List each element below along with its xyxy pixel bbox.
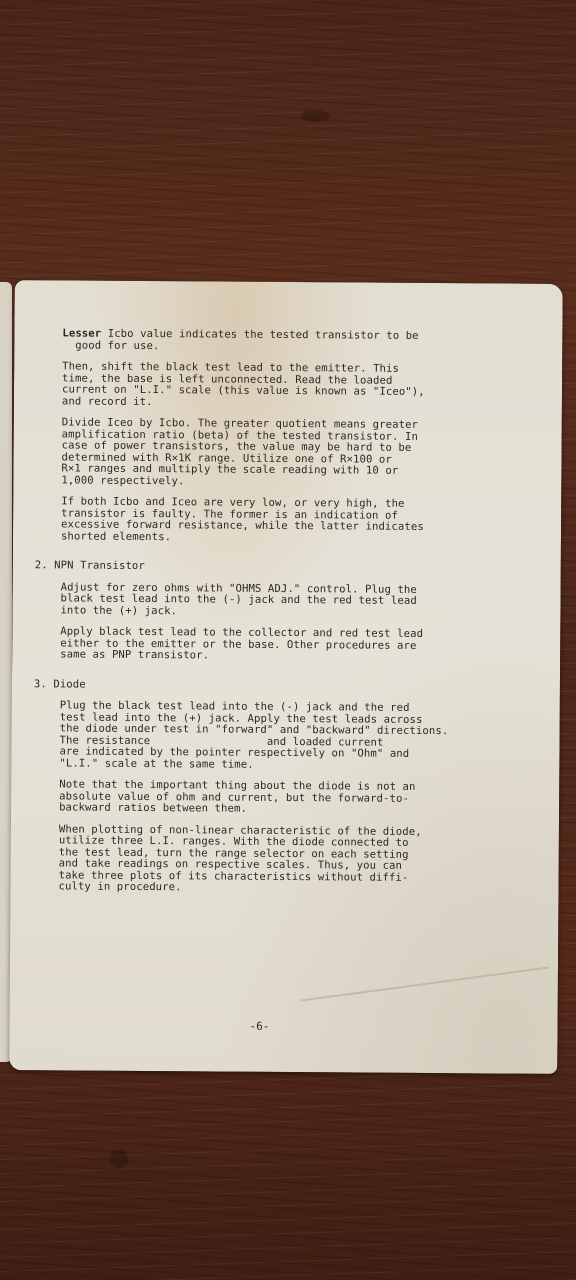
- section-heading-npn: 2. NPN Transistor: [34, 559, 145, 573]
- manual-page: [9, 280, 563, 1074]
- paragraph: If both Icbo and Iceo are very low, or very high, the transistor is faulty. The former is an indication of excessive forward resistance, while the latter indicates shorted elements.: [60, 495, 424, 543]
- lead-rest: Icbo value indicates the tested transistor to be good for use.: [62, 327, 419, 352]
- wood-knot: [110, 1150, 128, 1168]
- wood-knot: [300, 110, 330, 122]
- paragraph: When plotting of non-linear characteristic of the diode, utilize three L.I. ranges. With the diode connected to the test lead, turn the range selector on each setting and take readings on respective scales. Thus, you can take three plots of its characteristics without diffi- culty in procedure.: [58, 822, 422, 894]
- paragraph: Plug the black test lead into the (-) jack and the red test lead into the (+) jack. Apply the test leads across the diode under test in "forward" and "backward" directions. The resistance and loaded current are indicated by the pointer respectively on "Ohm" and "L.I." scale at the same time.: [59, 699, 449, 771]
- paragraph: Apply black test lead to the collector and red test lead either to the emitter or the base. Other procedures are same as PNP transistor.: [60, 625, 424, 662]
- paragraph-lesser-icbo: [62, 328, 532, 354]
- section-heading-diode: 3. Diode: [33, 677, 86, 691]
- paragraph: Adjust for zero ohms with "OHMS ADJ." control. Plug the black test lead into the (-) jack and the red test lead into the (+) jack.: [60, 580, 417, 617]
- paragraph: Note that the important thing about the diode is not an absolute value of ohm and current, but the forward-to- backward ratios between them.: [59, 778, 416, 815]
- paragraph: Divide Iceo by Icbo. The greater quotient means greater amplification ratio (beta) of the tested transistor. In case of power transistors, the value may be hard to be determined with R×1K range. Utilize one of R×100 or R×1 ranges and multiply the scale reading with 10 or 1,000 respectively.: [61, 416, 419, 487]
- paragraph: Then, shift the black test lead to the emitter. This time, the base is left unconnected. Read the loaded current on "L.I." scale (this value is known as "Iceo"), and record it.: [61, 360, 425, 408]
- lead-word: Lesser: [62, 327, 102, 340]
- page-number: -6-: [249, 1019, 270, 1033]
- page-text: [33, 327, 532, 906]
- paper-crease: [301, 966, 549, 1001]
